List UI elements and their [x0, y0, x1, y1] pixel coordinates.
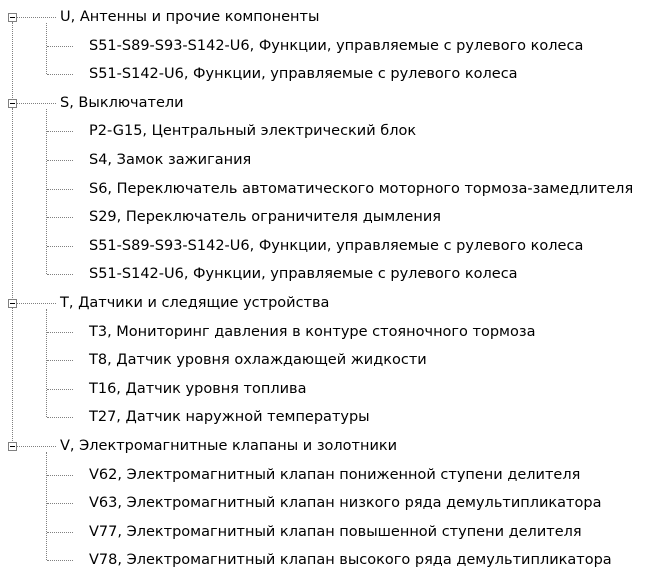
- tree-connector-line: [47, 189, 73, 190]
- tree-connector-line: [47, 560, 73, 561]
- tree-connector-line: [47, 417, 73, 418]
- tree-item-label[interactable]: S51-S142-U6, Функции, управляемые с рулевого колеса: [89, 266, 518, 283]
- tree-group-row[interactable]: [0, 7, 669, 27]
- collapse-toggle-icon[interactable]: [8, 299, 17, 308]
- tree-item-row[interactable]: [0, 207, 669, 227]
- tree-connector-line: [17, 303, 56, 304]
- tree-item-label[interactable]: V63, Электромагнитный клапан низкого ряда демультипликатора: [89, 495, 602, 512]
- tree-connector-line: [47, 332, 73, 333]
- tree-connector-line: [47, 274, 73, 275]
- tree-item-label[interactable]: S51-S89-S93-S142-U6, Функции, управляемые с рулевого колеса: [89, 237, 584, 254]
- tree-connector-line: [47, 46, 73, 47]
- tree-item-row[interactable]: [0, 493, 669, 513]
- tree-item-row[interactable]: [0, 522, 669, 542]
- tree-item-row[interactable]: [0, 179, 669, 199]
- tree-connector-line: [47, 131, 73, 132]
- tree-connector-line: [47, 532, 73, 533]
- tree-item-label[interactable]: P2-G15, Центральный электрический блок: [89, 123, 417, 140]
- tree-group-row[interactable]: [0, 293, 669, 313]
- tree-item-row[interactable]: [0, 322, 669, 342]
- tree-connector-line: [17, 446, 56, 447]
- tree-connector-line: [17, 103, 56, 104]
- tree-connector-line: [47, 246, 73, 247]
- tree-item-label[interactable]: S51-S89-S93-S142-U6, Функции, управляемые с рулевого колеса: [89, 37, 584, 54]
- tree-item-label[interactable]: S6, Переключатель автоматического моторного тормоза-замедлителя: [89, 180, 634, 197]
- tree-item-row[interactable]: [0, 64, 669, 84]
- tree-item-row[interactable]: [0, 150, 669, 170]
- tree-item-label[interactable]: V77, Электромагнитный клапан повышенной ступени делителя: [89, 523, 582, 540]
- tree-connector-line: [47, 389, 73, 390]
- tree-item-label[interactable]: T3, Мониторинг давления в контуре стояночного тормоза: [89, 323, 536, 340]
- tree-group-row[interactable]: [0, 93, 669, 113]
- tree-item-label[interactable]: S4, Замок зажигания: [89, 152, 252, 168]
- tree-item-row[interactable]: [0, 121, 669, 141]
- tree-item-label[interactable]: S51-S142-U6, Функции, управляемые с рулевого колеса: [89, 66, 518, 83]
- tree-item-label[interactable]: V62, Электромагнитный клапан пониженной ступени делителя: [89, 466, 581, 483]
- tree-item-row[interactable]: [0, 379, 669, 399]
- tree-group-label[interactable]: S, Выключатели: [60, 94, 184, 111]
- tree-connector-line: [47, 475, 73, 476]
- tree-item-label[interactable]: T16, Датчик уровня топлива: [89, 380, 307, 397]
- tree-item-row[interactable]: [0, 465, 669, 485]
- collapse-toggle-icon[interactable]: [8, 442, 17, 451]
- tree-item-label[interactable]: V78, Электромагнитный клапан высокого ряда демультипликатора: [89, 552, 612, 569]
- tree-connector-line: [47, 503, 73, 504]
- tree-item-row[interactable]: [0, 407, 669, 427]
- tree-connector-line: [47, 74, 73, 75]
- tree-connector-line: [47, 217, 73, 218]
- tree-item-label[interactable]: T27, Датчик наружной температуры: [89, 409, 370, 426]
- tree-connector-line: [47, 160, 73, 161]
- tree-item-row[interactable]: [0, 36, 669, 56]
- tree-item-label[interactable]: T8, Датчик уровня охлаждающей жидкости: [89, 352, 427, 369]
- tree-item-label[interactable]: S29, Переключатель ограничителя дымления: [89, 209, 441, 226]
- collapse-toggle-icon[interactable]: [8, 99, 17, 108]
- tree-item-row[interactable]: [0, 236, 669, 256]
- tree-connector-line: [47, 360, 73, 361]
- tree-connector-line: [12, 22, 13, 98]
- tree-group-label[interactable]: U, Антенны и прочие компоненты: [60, 9, 320, 25]
- tree-connector-line: [17, 17, 56, 18]
- tree-group-row[interactable]: [0, 436, 669, 456]
- tree-group-label[interactable]: V, Электромагнитные клапаны и золотники: [60, 438, 398, 454]
- tree-item-row[interactable]: [0, 550, 669, 570]
- collapse-toggle-icon[interactable]: [8, 13, 17, 22]
- tree-item-row[interactable]: [0, 264, 669, 284]
- tree-item-row[interactable]: [0, 350, 669, 370]
- tree-group-label[interactable]: T, Датчики и следящие устройства: [60, 295, 330, 311]
